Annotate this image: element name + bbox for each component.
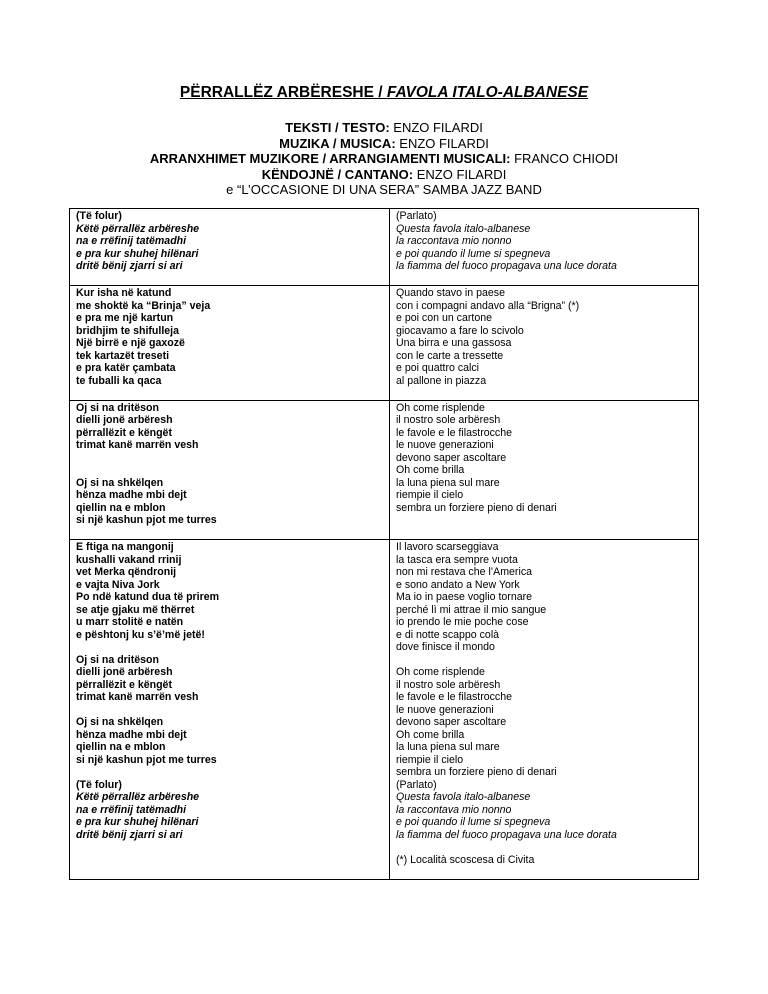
stanza-albanian-3b: Oj si na shkëlqen hënza madhe mbi dejt qiellin na e mblon si një kashun pjot me turres	[76, 476, 217, 526]
credit-music: MUZIKA / MUSICA: ENZO FILARDI	[279, 135, 489, 151]
stanza-italian-5: Oh come risplende il nostro sole arbëresh le favole e le filastrocche le nuove generazioni devono saper ascoltare Oh come brilla la luna piena sul mare riempie il cielo sembra un forziere pieno di denari (Parlato) Questa favola italo-albanese la raccontava mio nonno e poi quando il lume si spegneva la fiamma del fuoco propagava una luce dorata	[396, 666, 617, 841]
table-row	[70, 209, 699, 286]
albanian-cell	[70, 400, 390, 540]
table-row	[70, 400, 699, 540]
stanza-italian-1: (Parlato) Questa favola italo-albanese la raccontava mio nonno e poi quando il lume si spegneva la fiamma del fuoco propagava una luce dorata	[396, 210, 617, 272]
albanian-cell	[70, 540, 390, 880]
italian-cell	[390, 540, 699, 880]
lyrics-table	[69, 208, 699, 880]
stanza-italian-2: Quando stavo in paese con i compagni andavo alla “Brigna” (*) e poi con un cartone giocavamo a fare lo scivolo Una birra e una gassosa con le carte a tressette e poi quattro calci al pallone in piazza	[396, 287, 580, 387]
title-albanian: PËRRALLËZ ARBËRESHE	[179, 84, 374, 101]
credit-arrangements: ARRANXHIMET MUZIKORE / ARRANGIAMENTI MUSICALI: FRANCO CHIODI	[149, 151, 619, 166]
stanza-albanian-2: Kur isha në katund me shoktë ka “Brinja” veja e pra me një kartun bridhjim te shifulleja Një birrë e një gaxozë tek kartazët treseti e pra katër çambata te fuballi ka qaca	[76, 287, 211, 387]
stanza-italian-4: Il lavoro scarseggiava la tasca era sempre vuota non mi restava che l’America e sono andato a New York Ma io in paese voglio tornare perché lì mi attrae il mio sangue io prendo le mie poche cose e di notte scappo colà dove finisce il mondo	[396, 541, 547, 653]
stanza-albanian-5a: Oj si na dritëson dielli jonë arbëresh përrallëzit e këngët trimat kanë marrën vesh	[76, 653, 199, 703]
song-title	[0, 84, 768, 102]
title-italian: FAVOLA ITALO-ALBANESE	[386, 84, 589, 101]
credit-singers: KËNDOJNË / CANTANO: ENZO FILARDI	[261, 166, 507, 182]
table-row	[70, 540, 699, 880]
italian-cell	[390, 209, 699, 286]
credits-block	[0, 120, 768, 198]
stanza-albanian-5b: Oj si na shkëlqen hënza madhe mbi dejt qiellin na e mblon si një kashun pjot me turres	[76, 716, 217, 766]
table-row	[70, 286, 699, 401]
albanian-cell	[70, 209, 390, 286]
italian-cell	[390, 286, 699, 401]
stanza-albanian-5c: (Të folur) Këtë përrallëz arbëreshe na e rrëfinij tatëmadhi e pra kur shuhej hilënari dritë bënij zjarri si ari	[76, 778, 200, 841]
stanza-albanian-3a: Oj si na dritëson dielli jonë arbëresh përrallëzit e këngët trimat kanë marrën vesh	[76, 401, 199, 451]
credit-lyrics: TEKSTI / TESTO: ENZO FILARDI	[285, 120, 483, 135]
stanza-albanian-4: E ftiga na mangonij kushalli vakand rrinij vet Merka qëndronij e vajta Niva Jork Po ndë katund dua të prirem se atje gjaku më thërret u marr stolitë e natën e pështonj ku s’ë’më jetë!	[76, 541, 220, 641]
credit-band: e “L’OCCASIONE DI UNA SERA” SAMBA JAZZ BAND	[226, 182, 542, 197]
footnote: (*) Località scoscesa di Civita	[396, 853, 535, 866]
stanza-albanian-1: (Të folur) Këtë përrallëz arbëreshe na e rrëfinij tatëmadhi e pra kur shuhej hilënari dritë bënij zjarri si ari	[76, 210, 200, 272]
italian-cell	[390, 400, 699, 540]
title-separator: /	[373, 84, 387, 101]
stanza-italian-3: Oh come risplende il nostro sole arbëresh le favole e le filastrocche le nuove generazioni devono saper ascoltare Oh come brilla la luna piena sul mare riempie il cielo sembra un forziere pieno di denari	[396, 401, 557, 514]
albanian-cell	[70, 286, 390, 401]
